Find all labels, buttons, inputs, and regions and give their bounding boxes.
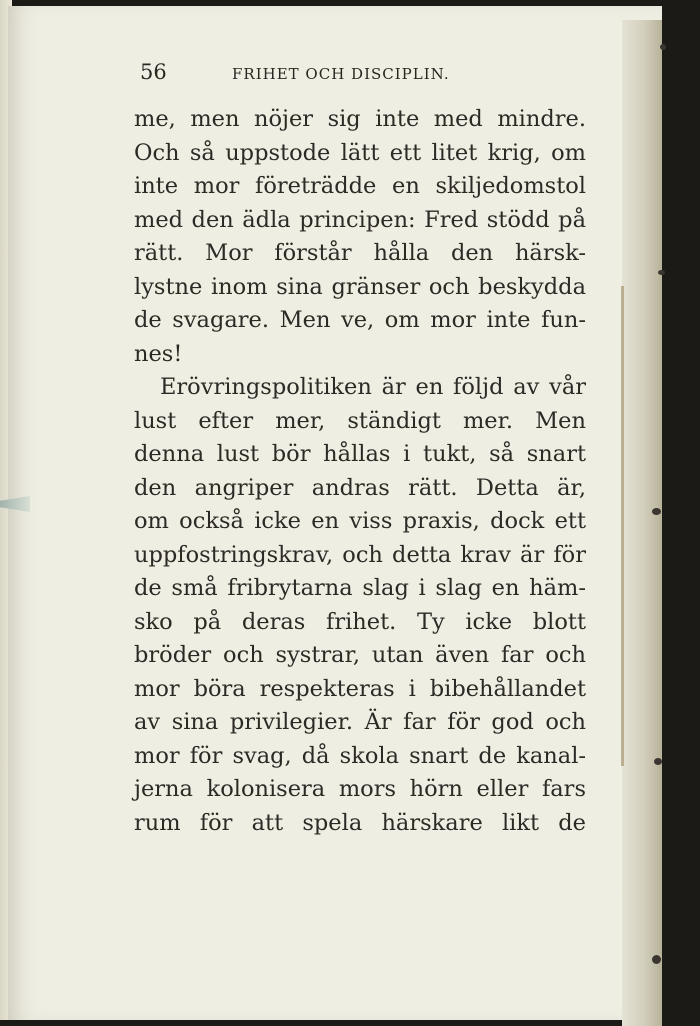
text-line: med den ädla principen: Fred stödd på (134, 206, 586, 233)
text-line: Och så uppstode lätt ett litet krig, om (134, 139, 586, 166)
page-number: 56 (140, 60, 167, 84)
ink-speck (658, 270, 665, 275)
paragraph-start-line: Erövringspolitiken är en följd av vår (160, 374, 586, 400)
text-line: mor för svag, då skola snart de kanal- (134, 742, 586, 769)
page-edge-shadow (621, 286, 624, 766)
page-header (140, 60, 600, 90)
ink-speck (654, 758, 662, 765)
text-line: lystne inom sina gränser och beskydda (134, 273, 586, 300)
page-edges (622, 20, 662, 1026)
text-line: mor böra respekteras i bibehållandet (134, 675, 586, 702)
text-line: lust efter mer, ständigt mer. Men (134, 407, 586, 434)
ink-speck (652, 955, 661, 964)
text-line: av sina privilegier. Är far för god och (134, 709, 586, 735)
text-line: denna lust bör hållas i tukt, så snart (134, 441, 586, 467)
text-line: nes! (134, 340, 183, 367)
text-line: uppfostringskrav, och detta krav är för (134, 541, 586, 568)
text-line: bröder och systrar, utan även far och (134, 642, 586, 668)
body-text (134, 103, 586, 840)
text-line: de små fribrytarna slag i slag en häm- (134, 575, 586, 601)
text-line: rätt. Mor förstår hålla den härsk- (134, 240, 586, 266)
ink-speck (652, 508, 661, 515)
text-line: sko på deras frihet. Ty icke blott (134, 608, 586, 635)
running-title: FRIHET OCH DISCIPLIN. (232, 65, 450, 83)
text-line: de svagare. Men ve, om mor inte fun- (134, 307, 586, 333)
text-line: jerna kolonisera mors hörn eller fars (134, 776, 586, 802)
text-line: den angriper andras rätt. Detta är, (134, 474, 586, 501)
ink-speck (660, 44, 666, 50)
text-line: me, men nöjer sig inte med mindre. (134, 106, 586, 132)
text-line: inte mor företrädde en skiljedomstol (134, 173, 586, 199)
text-line: rum för att spela härskare likt de (134, 809, 586, 836)
text-line: om också icke en viss praxis, dock ett (134, 508, 586, 534)
